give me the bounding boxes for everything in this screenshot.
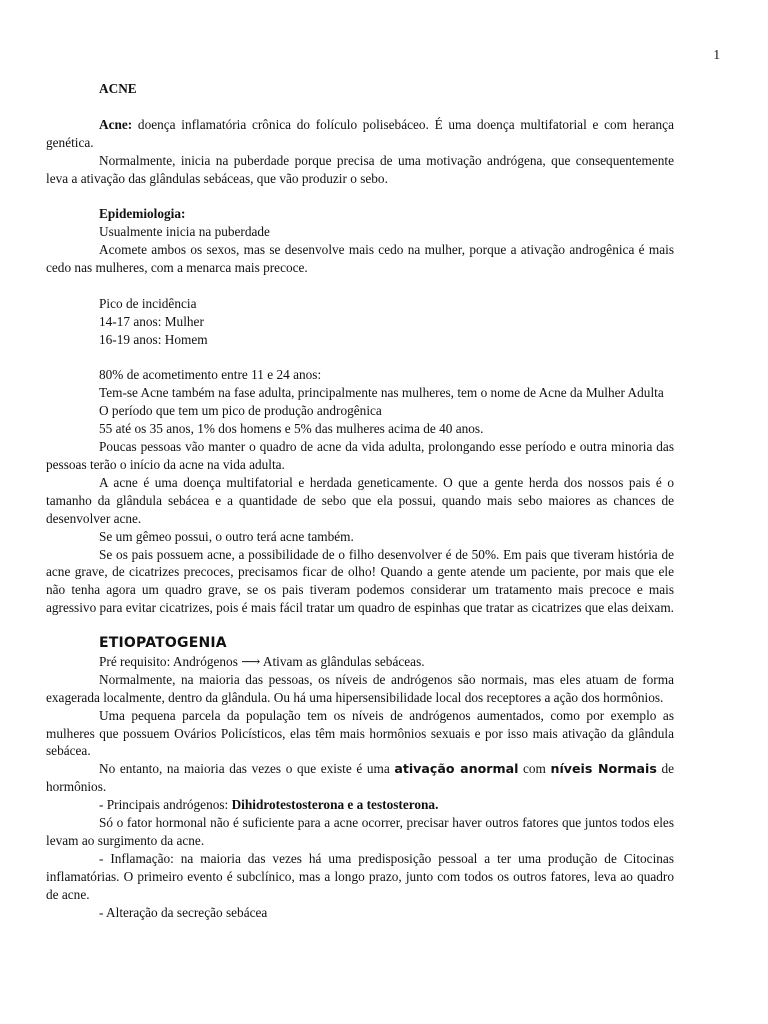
epi-80-percent: 80% de acometimento entre 11 e 24 anos: [99,367,322,383]
document-body [46,80,674,922]
etio-alteracao: - Alteração da secreção sebácea [99,904,268,920]
intro-paragraph [46,116,674,152]
etio-normalmente: Normalmente, na maioria das pessoas, os níveis de andrógenos são normais, mas eles atuam de forma exagerada localmente, dentro da glândula. Ou há uma hipersensibilidade local dos receptores a ação dos hormônios. [46,671,674,705]
ativacao-anormal: ativação anormal [394,761,519,777]
principais-label: - Principais andrógenos: [99,797,232,813]
pico-label: Pico de incidência [99,295,197,311]
etio-principais [46,796,674,814]
pico-homem: 16-19 anos: Homem [99,331,208,347]
etio-fator: Só o fator hormonal não é suficiente para a acne ocorrer, precisar haver outros fatores que juntos todos eles levam ao surgimento da acne. [46,815,674,848]
etio-no-entanto-a: No entanto, na maioria das vezes o que existe é uma [99,761,395,777]
etio-pequena: Uma pequena parcela da população tem os níveis de andrógenos aumentados, como por exemplo as mulheres que possuem Ovários Policísticos, elas têm mais hormônios sexuais e por isso mais ativação da glândula sebácea. [46,707,674,759]
epi-pais: Se os pais possuem acne, a possibilidade de o filho desenvolver é de 50%. Em pais que tiveram história de acne grave, de cicatrizes precoces, precisamos ficar de olho! Quando a gente atende um paciente, por mais que ele não tenha agora um quadro grave, se os pais tiveram podemos considerar um tratamento mais precoce e mais agressivo para evitar cicatrizes, pois é mais fácil tratar um quadro de espinhas que tratar as cicatrizes que elas deixam. [46,546,675,616]
epi-herdada: A acne é uma doença multifatorial e herdada geneticamente. O que a gente herda dos nossos pais é o tamanho da glândula sebácea e a quantidade de sebo que ela possui, quando mais sebo maiores as chances de desenvolver acne. [46,474,674,526]
principais-androgenos: Dihidrotestosterona e a testosterona. [231,797,439,813]
epi-idades: 55 até os 35 anos, 1% dos homens e 5% das mulheres acima de 40 anos. [99,421,484,437]
etio-no-entanto [46,760,674,796]
etio-inflamacao: - Inflamação: na maioria das vezes há uma predisposição pessoal a ter uma produção de Citocinas inflamatórias. O primeiro evento é subclínico, mas a longo prazo, junto com todos os outros fatores, leva ao quadro de acne. [46,850,674,902]
etio-com: com [518,761,551,777]
etio-prereq: Pré requisito: Andrógenos ⟶ Ativam as glândulas sebáceas. [99,653,425,669]
acne-term: Acne: [99,116,133,132]
epi-line-2: Acomete ambos os sexos, mas se desenvolve mais cedo na mulher, porque a ativação androgênica é mais cedo nas mulheres, com a menarca mais precoce. [46,242,674,276]
etio-no-entanto-b: de hormônios. [46,761,674,795]
intro-paragraph-2: Normalmente, inicia na puberdade porque precisa de uma motivação andrógena, que consequentemente leva a ativação das glândulas sebáceas, que vão produzir o sebo. [46,152,674,186]
pico-mulher: 14-17 anos: Mulher [99,313,204,329]
etiopatogenia-heading: ETIOPATOGENIA [99,635,227,652]
epi-adulta: Tem-se Acne também na fase adulta, principalmente nas mulheres, tem o nome de Acne da Mulher Adulta [99,385,664,401]
epi-gemeo: Se um gêmeo possui, o outro terá acne também. [99,528,354,544]
acne-definition: doença inflamatória crônica do folículo polisebáceo. É uma doença multifatorial e com herança genética. [46,116,674,150]
page-number: 1 [713,47,720,62]
epi-poucas: Poucas pessoas vão manter o quadro de acne da vida adulta, prolongando esse período e outra minoria das pessoas terão o início da acne na vida adulta. [46,439,674,472]
epidemiologia-heading: Epidemiologia: [99,206,186,222]
document-title: ACNE [99,81,137,96]
epi-line-1: Usualmente inicia na puberdade [99,224,270,240]
niveis-normais: níveis Normais [550,761,657,777]
epi-periodo: O período que tem um pico de produção androgênica [99,403,382,419]
